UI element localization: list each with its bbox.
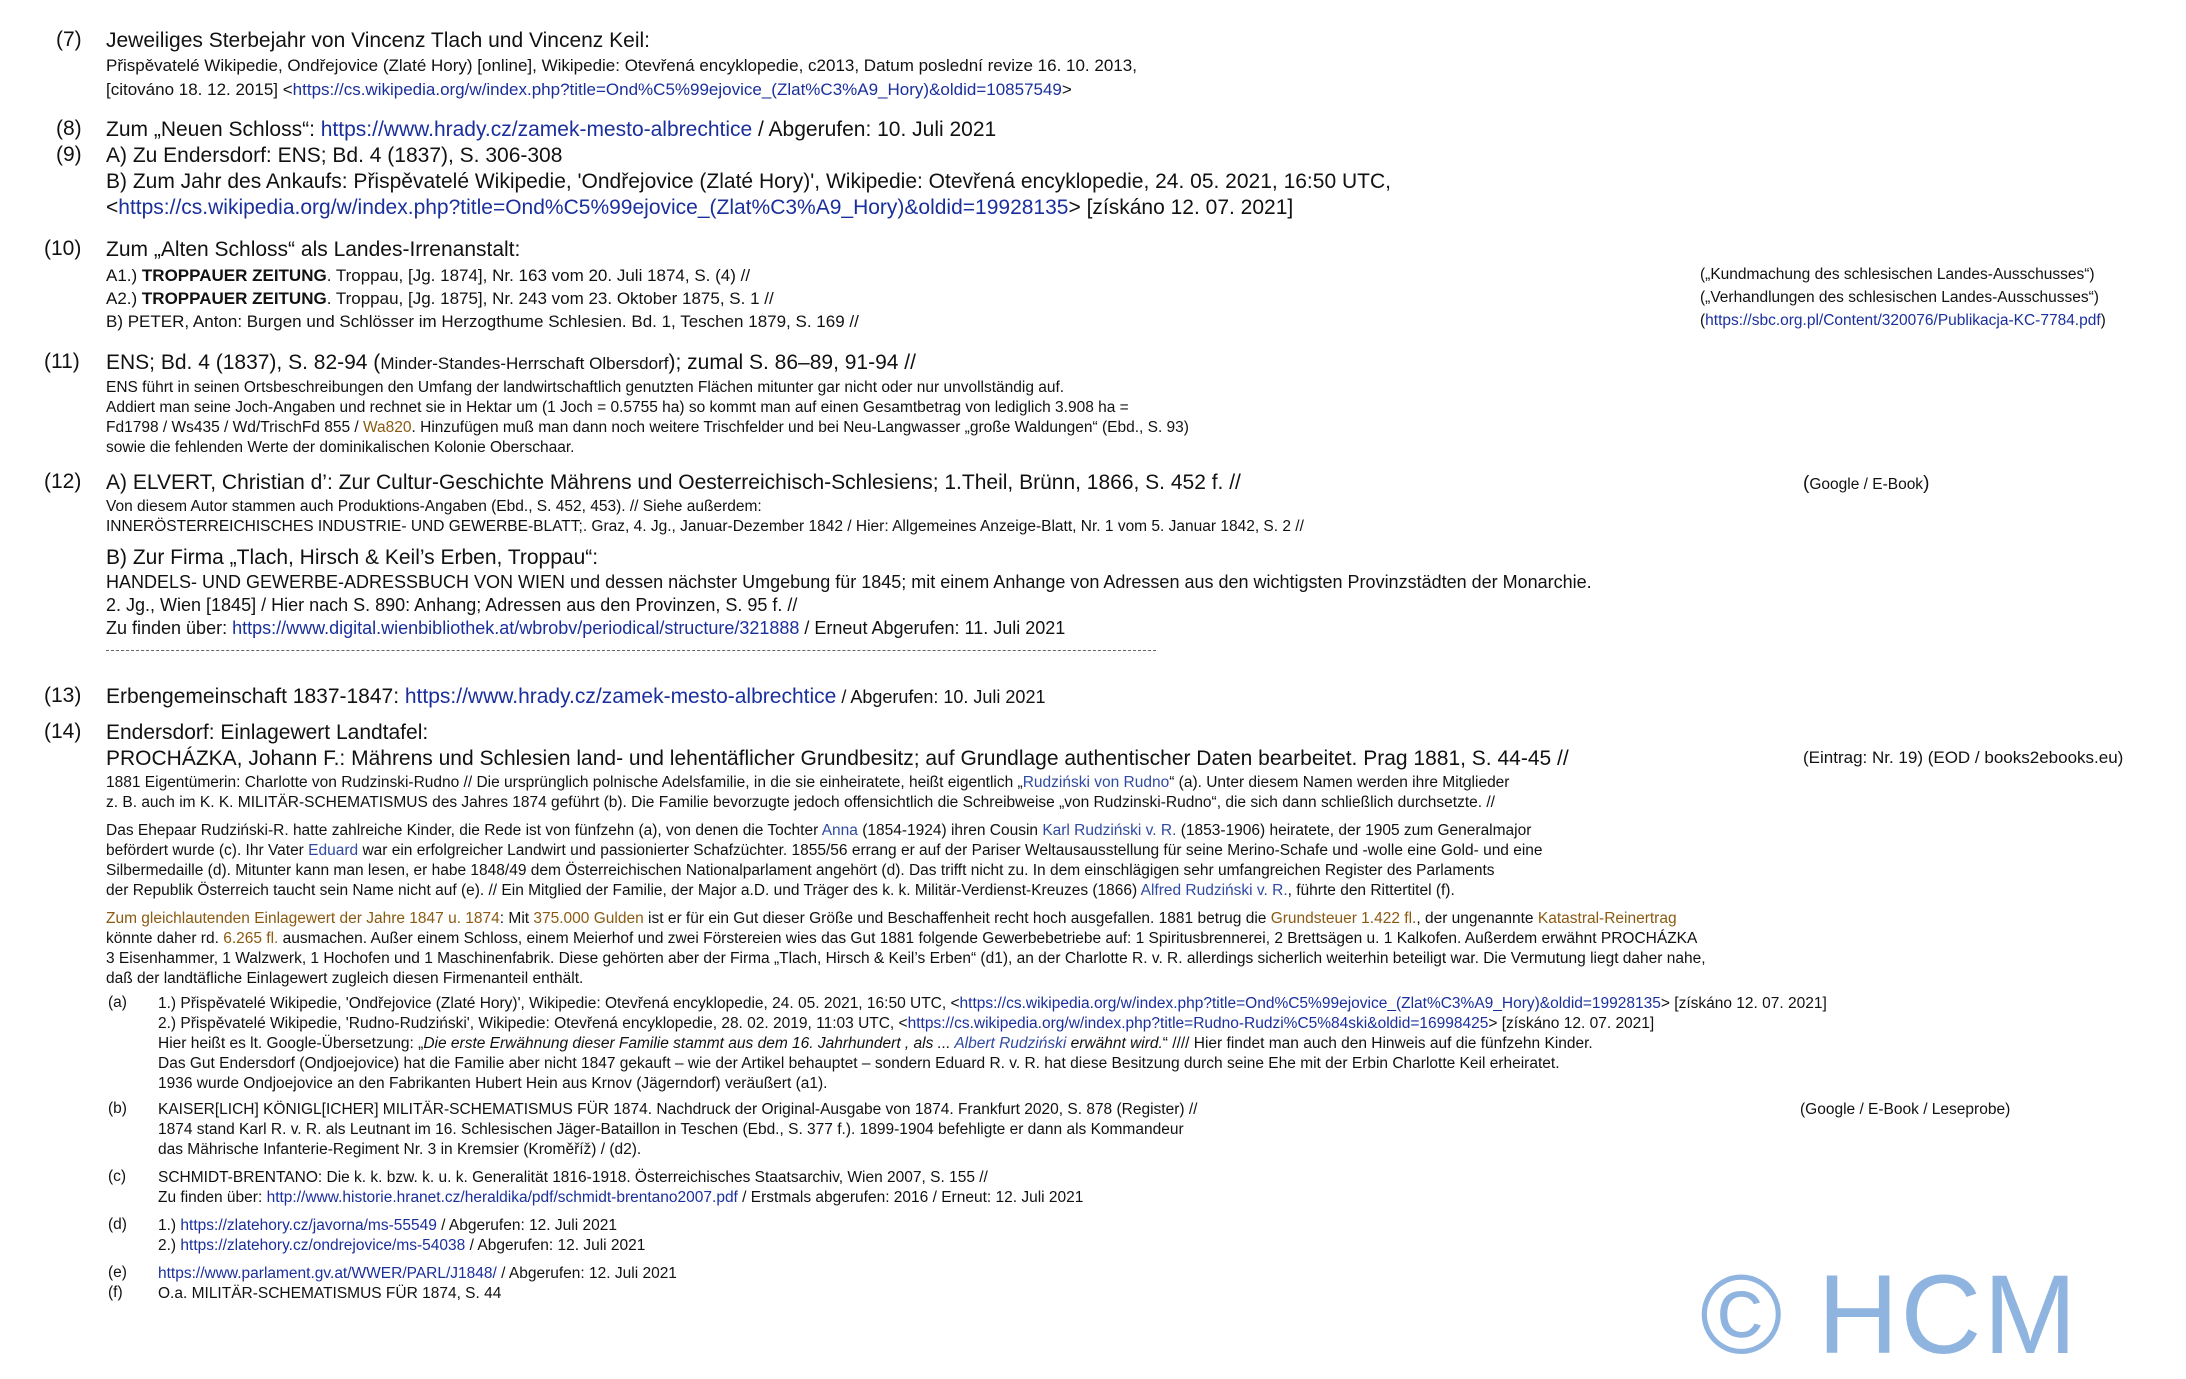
zlatehory-link[interactable]: https://zlatehory.cz/ondrejovice/ms-54038	[180, 1237, 466, 1254]
wikipedia-link[interactable]: https://cs.wikipedia.org/w/index.php?title=Ond%C5%99ejovice_(Zlat%C3%A9_Hory)&oldid=10857549	[292, 80, 1062, 99]
footnote-text: Zum „Neuen Schloss“: https://www.hrady.cz/zamek-mesto-albrechtice / Abgerufen: 10. Juli 2021	[106, 118, 997, 141]
source-note: (Eintrag: Nr. 19) (EOD / books2ebooks.eu)	[1803, 748, 2124, 767]
note-line: 1.) https://zlatehory.cz/javorna/ms-55549 / Abgerufen: 12. Juli 2021	[158, 1217, 617, 1234]
note-line: Zum gleichlautenden Einlagewert der Jahre 1847 u. 1874: Mit 375.000 Gulden ist er für ein Gut dieser Größe und Beschaffenheit recht hoch ausgefallen. 1881 betrug die Grundsteuer 1.422 fl., der ungenannte Katastral-Reinertrag	[106, 910, 1677, 927]
footnote-title: Jeweiliges Sterbejahr von Vincenz Tlach und Vincenz Keil:	[106, 29, 650, 52]
copyright-watermark: © HCM	[1700, 1252, 2079, 1377]
citation-line: A) Zu Endersdorf: ENS; Bd. 4 (1837), S. 306-308	[106, 144, 563, 167]
footnote-number: (11)	[44, 350, 80, 373]
footnote-title: ENS; Bd. 4 (1837), S. 82-94 (Minder-Standes-Herrschaft Olbersdorf); zumal S. 86–89, 91-94 //	[106, 351, 916, 374]
note-line: Hier heißt es lt. Google-Übersetzung: „Die erste Erwähnung dieser Familie stammt aus dem 16. Jahrhundert , als ... Albert Rudziński erwähnt wird.“ //// Hier findet man auch den Hinweis auf die fünfzehn Kinder.	[158, 1035, 1593, 1052]
note-line: Silbermedaille (d). Mitunter kann man lesen, er habe 1848/49 dem Österreichischen Nationalparlament angehört (d). Das trifft nicht zu. In dem einschlägigen sehr umfangreichen Register des Parlaments	[106, 862, 1495, 879]
note-line: SCHMIDT-BRENTANO: Die k. k. bzw. k. u. k. Generalität 1816-1918. Österreichisches Staatsarchiv, Wien 2007, S. 155 //	[158, 1169, 988, 1186]
note-line: O.a. MILITÄR-SCHEMATISMUS FÜR 1874, S. 44	[158, 1285, 502, 1302]
note-line: INNERÖSTERREICHISCHES INDUSTRIE- UND GEWERBE-BLATT;. Graz, 4. Jg., Januar-Dezember 1842 / Hier: Allgemeines Anzeige-Blatt, Nr. 1 vom 5. Januar 1842, S. 2 //	[106, 518, 1304, 535]
citation-line: A1.) TROPPAUER ZEITUNG. Troppau, [Jg. 1874], Nr. 163 vom 20. Juli 1874, S. (4) //	[106, 266, 751, 285]
note-line: 1.) Přispěvatelé Wikipedie, 'Ondřejovice (Zlaté Hory)', Wikipedie: Otevřená encyklopedie, 24. 05. 2021, 16:50 UTC, <https://cs.wikipedia.org/w/index.php?title=Ond%C5%99ejovice_(Zlat%C3%A9_Hory)&oldid=19928135> [získáno 12. 07. 2021]	[158, 995, 1827, 1012]
footnote-number: (9)	[56, 143, 82, 166]
zlatehory-link[interactable]: https://zlatehory.cz/javorna/ms-55549	[180, 1217, 437, 1234]
subnote-label: (f)	[108, 1284, 123, 1301]
citation-line: B) PETER, Anton: Burgen und Schlösser im Herzogthume Schlesien. Bd. 1, Teschen 1879, S. 169 //	[106, 312, 859, 331]
hrady-link[interactable]: https://www.hrady.cz/zamek-mesto-albrechtice	[320, 118, 753, 141]
note-line: Von diesem Autor stammen auch Produktions-Angaben (Ebd., S. 452, 453). // Siehe außerdem:	[106, 498, 762, 515]
note-line: ENS führt in seinen Ortsbeschreibungen den Umfang der landwirtschaftlich genutzten Flächen mitunter gar nicht oder nur unvollständig auf.	[106, 379, 1065, 396]
note-line: sowie die fehlenden Werte der dominikalischen Kolonie Oberschaar.	[106, 439, 575, 456]
note-line: daß der landtäfliche Einlagewert zugleich diesen Firmenanteil enthält.	[106, 970, 584, 987]
footnote-number: (13)	[44, 684, 82, 707]
wikipedia-link[interactable]: https://cs.wikipedia.org/w/index.php?title=Ond%C5%99ejovice_(Zlat%C3%A9_Hory)&oldid=19928135	[959, 995, 1661, 1012]
source-note: („Verhandlungen des schlesischen Landes-Ausschusses“)	[1700, 289, 2099, 306]
citation-line: Přispěvatelé Wikipedie, Ondřejovice (Zlaté Hory) [online], Wikipedie: Otevřená encyklopedie, c2013, Datum poslední revize 16. 10. 2013,	[106, 56, 1137, 75]
source-note: (Google / E-Book / Leseprobe)	[1800, 1101, 2011, 1118]
note-line: Fd1798 / Ws435 / Wd/TrischFd 855 / Wa820. Hinzufügen muß man dann noch weitere Trischfelder und bei Neu-Langwasser „große Waldungen“ (Ebd., S. 93)	[106, 419, 1189, 436]
footnote-number: (8)	[56, 117, 82, 140]
source-note: (Google / E-Book)	[1803, 473, 1930, 494]
note-line: 2.) Přispěvatelé Wikipedie, 'Rudno-Rudziński', Wikipedie: Otevřená encyklopedie, 28. 02. 2019, 11:03 UTC, <https://cs.wikipedia.org/w/index.php?title=Rudno-Rudzi%C5%84ski&oldid=16998425> [získáno 12. 07. 2021]	[158, 1015, 1655, 1032]
parlament-link[interactable]: https://www.parlament.gv.at/WWER/PARL/J1848/	[158, 1265, 497, 1282]
footnote-number: (7)	[56, 28, 82, 51]
wikipedia-link[interactable]: https://cs.wikipedia.org/w/index.php?title=Ond%C5%99ejovice_(Zlat%C3%A9_Hory)&oldid=19928135	[118, 196, 1069, 219]
wikipedia-link[interactable]: https://cs.wikipedia.org/w/index.php?title=Rudno-Rudzi%C5%84ski&oldid=16998425	[907, 1015, 1489, 1032]
note-line: 1874 stand Karl R. v. R. als Leutnant im 16. Schlesischen Jäger-Bataillon in Teschen (Ebd., S. 377 f.). 1899-1904 befehligte er dann als Kommandeur	[158, 1121, 1184, 1138]
subnote-label: (c)	[108, 1168, 127, 1185]
hranet-link[interactable]: http://www.historie.hranet.cz/heraldika/pdf/schmidt-brentano2007.pdf	[266, 1189, 738, 1206]
note-line: 1881 Eigentümerin: Charlotte von Rudzinski-Rudno // Die ursprünglich polnische Adelsfamilie, in die sie einheiratete, heißt eigentlich „Rudziński von Rudno“ (a). Unter diesem Namen werden ihre Mitglieder	[106, 774, 1510, 791]
citation-line: <https://cs.wikipedia.org/w/index.php?title=Ond%C5%99ejovice_(Zlat%C3%A9_Hory)&oldid=19928135> [získáno 12. 07. 2021]	[106, 196, 1294, 219]
note-line: befördert wurde (c). Ihr Vater Eduard war ein erfolgreicher Landwirt und passionierter Schafzüchter. 1855/56 errang er auf der Pariser Weltausausstellung für seine Merino-Schafe und -wolle eine Gold- und eine	[106, 842, 1543, 859]
subnote-label: (a)	[108, 994, 127, 1011]
citation-line: B) Zum Jahr des Ankaufs: Přispěvatelé Wikipedie, 'Ondřejovice (Zlaté Hory)', Wikipedie: Otevřená encyklopedie, 24. 05. 2021, 16:50 UTC,	[106, 170, 1391, 193]
citation-line: 2. Jg., Wien [1845] / Hier nach S. 890: Anhang; Adressen aus den Provinzen, S. 95 f. //	[106, 595, 798, 615]
citation-line: HANDELS- UND GEWERBE-ADRESSBUCH VON WIEN und dessen nächster Umgebung für 1845; mit einem Anhange von Adressen aus den wichtigsten Provinzstädten der Monarchie.	[106, 572, 1592, 592]
sbc-link[interactable]: https://sbc.org.pl/Content/320076/Publikacja-KC-7784.pdf	[1705, 312, 2101, 329]
note-line: https://www.parlament.gv.at/WWER/PARL/J1848/ / Abgerufen: 12. Juli 2021	[158, 1265, 677, 1282]
note-line: das Mährische Infanterie-Regiment Nr. 3 in Kremsier (Kroměříž) / (d2).	[158, 1141, 642, 1158]
footnote-title: A) ELVERT, Christian d’: Zur Cultur-Geschichte Mährens und Oesterreichisch-Schlesiens; 1.Theil, Brünn, 1866, S. 452 f. //	[106, 471, 1241, 494]
citation-line: [citováno 18. 12. 2015] <https://cs.wikipedia.org/w/index.php?title=Ond%C5%99ejovice_(Zlat%C3%A9_Hory)&oldid=10857549>	[106, 80, 1072, 99]
footnote-number: (12)	[44, 470, 82, 493]
separator-line	[106, 650, 1156, 651]
note-line: könnte daher rd. 6.265 fl. ausmachen. Außer einem Schloss, einem Meierhof und zwei Förstereien wies das Gut 1881 folgende Gewerbebetriebe auf: 1 Spiritusbrennerei, 2 Brettsägen u. 1 Kalkofen. Außerdem erwähnt PROCHÁZKA	[106, 930, 1698, 947]
footnote-number: (14)	[44, 720, 82, 743]
note-line: z. B. auch im K. K. MILITÄR-SCHEMATISMUS des Jahres 1874 geführt (b). Die Familie bevorzugte jedoch offensichtlich die Schreibweise „von Rudzinski-Rudno“, die sich dann schließlich durchsetzte. //	[106, 794, 1495, 811]
note-line: Das Ehepaar Rudziński-R. hatte zahlreiche Kinder, die Rede ist von fünfzehn (a), von denen die Tochter Anna (1854-1924) ihren Cousin Karl Rudziński v. R. (1853-1906) heiratete, der 1905 zum Generalmajor	[106, 822, 1532, 839]
footnote-title: Zum „Alten Schloss“ als Landes-Irrenanstalt:	[106, 238, 521, 261]
footnote-text: Erbengemeinschaft 1837-1847: https://www.hrady.cz/zamek-mesto-albrechtice / Abgerufen: 10. Juli 2021	[106, 685, 1046, 708]
note-line: 2.) https://zlatehory.cz/ondrejovice/ms-54038 / Abgerufen: 12. Juli 2021	[158, 1237, 646, 1254]
note-line: Das Gut Endersdorf (Ondjoejovice) hat die Familie aber nicht 1847 gekauft – wie der Artikel behauptet – sondern Eduard R. v. R. hat diese Besitzung durch seine Ehe mit der Erbin Charlotte Keil erheiratet.	[158, 1055, 1560, 1072]
source-note: („Kundmachung des schlesischen Landes-Ausschusses“)	[1700, 266, 2095, 283]
note-line: KAISER[LICH] KÖNIGL[ICHER] MILITÄR-SCHEMATISMUS FÜR 1874. Nachdruck der Original-Ausgabe von 1874. Frankfurt 2020, S. 878 (Register) //	[158, 1101, 1198, 1118]
citation-line: Zu finden über: https://www.digital.wienbibliothek.at/wbrobv/periodical/structure/321888 / Erneut Abgerufen: 11. Juli 2021	[106, 618, 1066, 638]
note-line: Addiert man seine Joch-Angaben und rechnet sie in Hektar um (1 Joch = 0.5755 ha) so kommt man auf einen Gesamtbetrag von lediglich 3.908 ha =	[106, 399, 1129, 416]
footnote-title: Endersdorf: Einlagewert Landtafel:	[106, 721, 429, 744]
subnote-label: (e)	[108, 1264, 127, 1281]
note-line: der Republik Österreich taucht sein Name nicht auf (e). // Ein Mitglied der Familie, der Major a.D. und Träger des k. k. Militär-Verdienst-Kreuzes (1866) Alfred Rudziński v. R., führte den Rittertitel (f).	[106, 882, 1455, 899]
footnote-number: (10)	[44, 237, 82, 260]
wienbibliothek-link[interactable]: https://www.digital.wienbibliothek.at/wbrobv/periodical/structure/321888	[232, 618, 800, 638]
note-line: 1936 wurde Ondjoejovice an den Fabrikanten Hubert Hein aus Krnov (Jägerndorf) veräußert (a1).	[158, 1075, 828, 1092]
citation-line: PROCHÁZKA, Johann F.: Mährens und Schlesien land- und lehentäflicher Grundbesitz; auf Grundlage authentischer Daten bearbeitet. Prag 1881, S. 44-45 //	[106, 747, 1569, 770]
subsection-title: B) Zur Firma „Tlach, Hirsch & Keil’s Erben, Troppau“:	[106, 546, 599, 569]
note-line: Zu finden über: http://www.historie.hranet.cz/heraldika/pdf/schmidt-brentano2007.pdf / Erstmals abgerufen: 2016 / Erneut: 12. Juli 2021	[158, 1189, 1084, 1206]
subnote-label: (d)	[108, 1216, 127, 1233]
source-note: (https://sbc.org.pl/Content/320076/Publikacja-KC-7784.pdf)	[1700, 312, 2106, 329]
hrady-link[interactable]: https://www.hrady.cz/zamek-mesto-albrechtice	[404, 685, 837, 708]
note-line: 3 Eisenhammer, 1 Walzwerk, 1 Hochofen und 1 Maschinenfabrik. Diese gehörten aber der Firma „Tlach, Hirsch & Keil’s Erben“ (d1), an der Charlotte R. v. R. allerdings sicherlich weiterhin beteiligt war. Die Vermutung liegt daher nahe,	[106, 950, 1706, 967]
citation-line: A2.) TROPPAUER ZEITUNG. Troppau, [Jg. 1875], Nr. 243 vom 23. Oktober 1875, S. 1 //	[106, 289, 774, 308]
subnote-label: (b)	[108, 1100, 127, 1117]
